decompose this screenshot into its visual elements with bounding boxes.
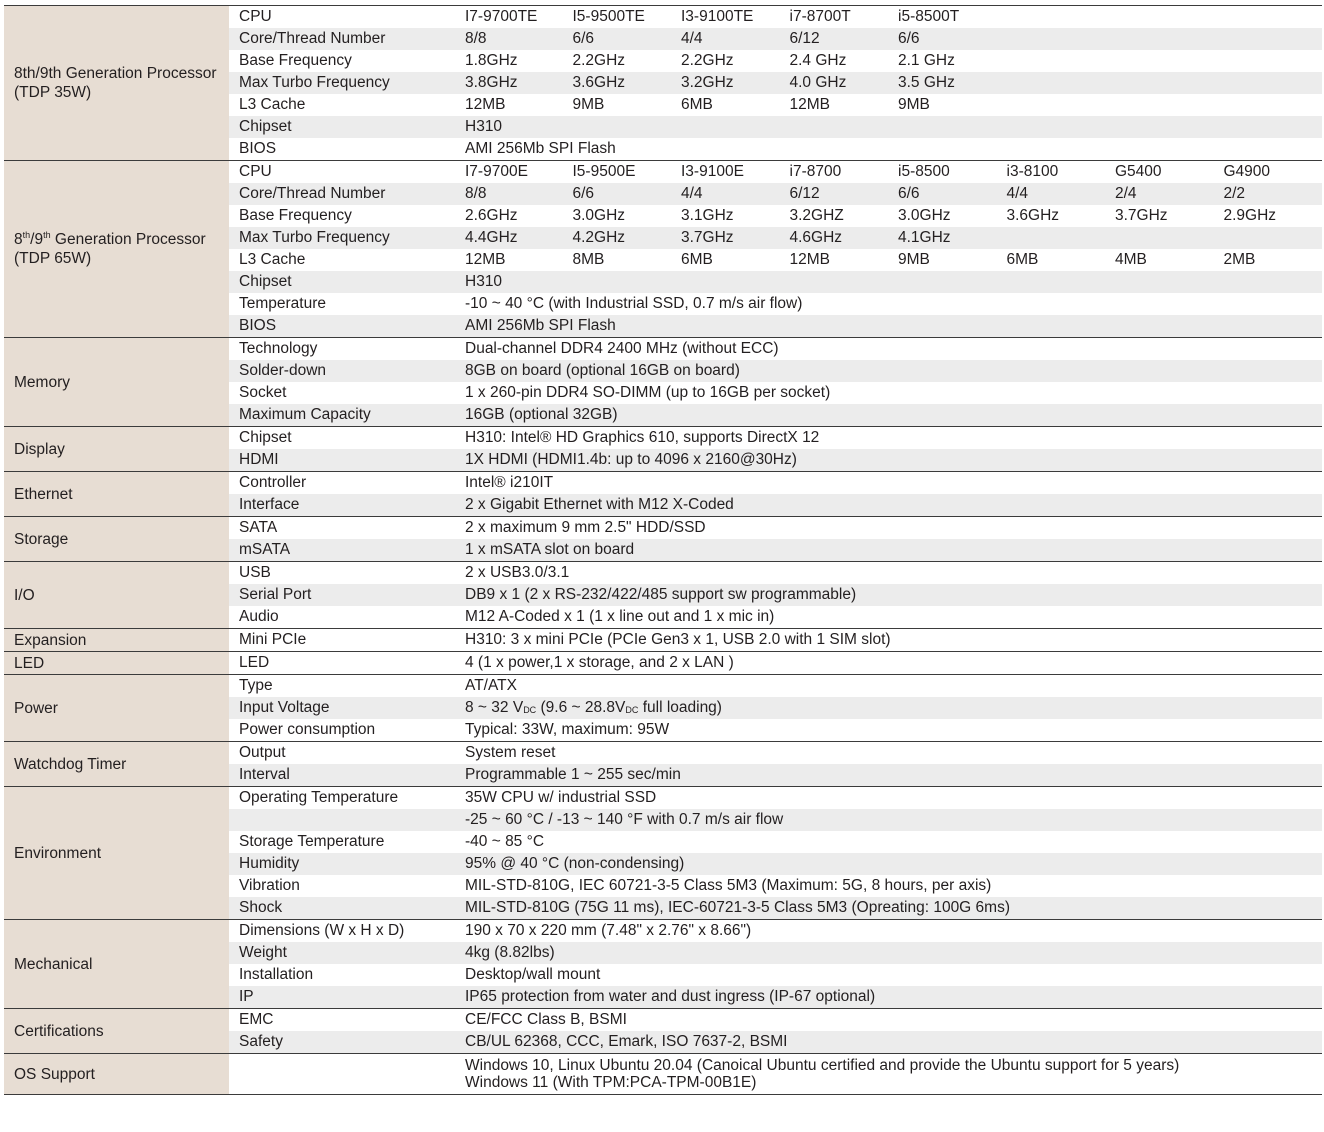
spec-label: Mini PCIe xyxy=(229,629,454,652)
spec-value: 3.2GHZ xyxy=(789,207,844,224)
spec-label: Technology xyxy=(229,338,454,361)
spec-label: Temperature xyxy=(239,295,327,312)
spec-value: I3-9100TE xyxy=(671,6,780,29)
spec-value: 2.2GHz xyxy=(572,52,626,69)
category-display: Display xyxy=(4,427,229,472)
spec-label: Chipset xyxy=(229,116,454,138)
spec-label xyxy=(229,1054,454,1095)
category-memory: Memory xyxy=(4,338,229,427)
spec-value: I7-9700E xyxy=(454,161,563,184)
spec-label: BIOS xyxy=(229,315,454,338)
spec-value: 3.1GHz xyxy=(681,207,734,224)
spec-label: Type xyxy=(229,675,454,698)
spec-value xyxy=(997,28,1106,50)
spec-value: 8/8 xyxy=(454,28,563,50)
spec-value: Typical: 33W, maximum: 95W xyxy=(454,719,1322,742)
spec-label: Interface xyxy=(229,494,454,517)
spec-label: Safety xyxy=(229,1031,454,1054)
spec-value: 3.0GHz xyxy=(898,207,951,224)
category-power: Power xyxy=(4,675,229,742)
spec-value: i5-8500 xyxy=(888,161,997,184)
spec-label: L3 Cache xyxy=(239,251,306,268)
spec-value: 9MB xyxy=(898,251,930,268)
spec-value xyxy=(1105,50,1214,72)
spec-value: 8/8 xyxy=(454,183,563,205)
spec-value xyxy=(1214,72,1323,94)
spec-row xyxy=(4,920,1322,943)
spec-value: 2/2 xyxy=(1214,183,1323,205)
spec-value: 3.2GHz xyxy=(671,72,780,94)
spec-label: Interval xyxy=(229,764,454,787)
spec-value xyxy=(1214,6,1323,29)
spec-value: Desktop/wall mount xyxy=(465,966,601,983)
spec-value xyxy=(1105,227,1214,249)
spec-value: 4 (1 x power,1 x storage, and 2 x LAN ) xyxy=(454,652,1322,675)
spec-row xyxy=(4,472,1322,495)
spec-label: Shock xyxy=(229,897,454,920)
spec-value: -40 ~ 85 °C xyxy=(465,833,545,850)
spec-label: Serial Port xyxy=(229,584,454,606)
spec-label: Power consumption xyxy=(229,719,454,742)
category-environment: Environment xyxy=(4,787,229,920)
spec-value: 3.7GHz xyxy=(1115,207,1168,224)
spec-value: i7-8700 xyxy=(780,161,889,184)
spec-table xyxy=(4,5,1322,1095)
spec-label xyxy=(229,809,454,831)
spec-label: Base Frequency xyxy=(239,52,352,69)
spec-label: Max Turbo Frequency xyxy=(229,227,454,249)
spec-value: 4/4 xyxy=(671,183,780,205)
spec-value: IP65 protection from water and dust ingress (IP-67 optional) xyxy=(454,986,1322,1009)
spec-value: 2MB xyxy=(1223,251,1256,268)
spec-value xyxy=(1105,94,1214,116)
spec-value: Programmable 1 ~ 255 sec/min xyxy=(454,764,1322,787)
spec-value: G5400 xyxy=(1105,161,1214,184)
spec-row xyxy=(4,427,1322,450)
spec-value: 8 ~ 32 $V_{DC}$ (9.6 ~ $28.8V_{DC}$ full loading) xyxy=(454,697,1322,719)
spec-value xyxy=(1105,72,1214,94)
spec-value: Intel® i210IT xyxy=(454,472,1322,495)
category-certifications: Certifications xyxy=(4,1009,229,1054)
spec-value: Windows 10, Linux Ubuntu 20.04 (Canoical Ubuntu certified and provide the Ubuntu support for 5 years) Windows 11 (With TPM:PCA-TPM-00B1E) xyxy=(454,1054,1322,1095)
spec-value: i3-8100 xyxy=(997,161,1106,184)
spec-value: CE/FCC Class B, BSMI xyxy=(454,1009,1322,1032)
spec-value: 9MB xyxy=(572,96,605,113)
spec-value: 12MB xyxy=(789,96,830,113)
spec-value: -25 ~ 60 °C / -13 ~ 140 °F with 0.7 m/s air flow xyxy=(454,809,1322,831)
spec-label: Chipset xyxy=(229,271,454,293)
spec-value: 2 x maximum 9 mm 2.5" HDD/SSD xyxy=(454,517,1322,540)
spec-value: 6/6 xyxy=(563,183,672,205)
spec-value: -10 ~ 40 °C (with Industrial SSD, 0.7 m/s air flow) xyxy=(465,295,803,312)
spec-value: 3.7GHz xyxy=(671,227,780,249)
spec-label: Controller xyxy=(229,472,454,495)
spec-value: 6MB xyxy=(681,251,713,268)
spec-value xyxy=(1105,6,1214,29)
category-ethernet: Ethernet xyxy=(4,472,229,517)
category-watchdog-timer: Watchdog Timer xyxy=(4,742,229,787)
spec-label: EMC xyxy=(229,1009,454,1032)
spec-label: Operating Temperature xyxy=(229,787,454,810)
spec-value xyxy=(1214,94,1323,116)
spec-value xyxy=(1214,50,1323,72)
spec-row xyxy=(4,517,1322,540)
spec-value: H310 xyxy=(454,116,1322,138)
spec-value xyxy=(1214,28,1323,50)
spec-value: 3.8GHz xyxy=(454,72,563,94)
spec-label: Core/Thread Number xyxy=(229,28,454,50)
category-expansion: Expansion xyxy=(4,629,229,652)
spec-value: MIL-STD-810G (75G 11 ms), IEC-60721-3-5 Class 5M3 (Opreating: 100G 6ms) xyxy=(454,897,1322,920)
spec-value: 95% @ 40 °C (non-condensing) xyxy=(454,853,1322,875)
spec-value: 8MB xyxy=(572,251,605,268)
spec-label: Chipset xyxy=(229,427,454,450)
spec-value xyxy=(997,72,1106,94)
spec-value: 4.1GHz xyxy=(888,227,997,249)
spec-row xyxy=(4,629,1322,652)
spec-value: 2.9GHz xyxy=(1223,207,1277,224)
spec-value xyxy=(1214,227,1323,249)
spec-value xyxy=(997,94,1106,116)
spec-value: 2/4 xyxy=(1105,183,1214,205)
spec-value: 8GB on board (optional 16GB on board) xyxy=(454,360,1322,382)
spec-value: 12MB xyxy=(465,251,506,268)
spec-value xyxy=(997,6,1106,29)
spec-row xyxy=(4,562,1322,585)
spec-label: Output xyxy=(229,742,454,765)
spec-label: L3 Cache xyxy=(239,96,306,113)
spec-value: I5-9500TE xyxy=(563,6,672,29)
spec-label: mSATA xyxy=(229,539,454,562)
spec-value: 35W CPU w/ industrial SSD xyxy=(454,787,1322,810)
spec-value: H310 xyxy=(454,271,1322,293)
spec-label: USB xyxy=(229,562,454,585)
spec-value: 12MB xyxy=(789,251,830,268)
spec-value: DB9 x 1 (2 x RS-232/422/485 support sw programmable) xyxy=(454,584,1322,606)
spec-label: BIOS xyxy=(229,138,454,161)
spec-row xyxy=(4,1054,1322,1095)
spec-value: 6/6 xyxy=(563,28,672,50)
spec-value: 9MB xyxy=(898,96,930,113)
category-mechanical: Mechanical xyxy=(4,920,229,1009)
spec-label: Humidity xyxy=(229,853,454,875)
spec-label: Base Frequency xyxy=(239,207,352,224)
spec-value: 3.0GHz xyxy=(572,207,626,224)
spec-value: 4.6GHz xyxy=(780,227,889,249)
spec-label: Dimensions (W x H x D) xyxy=(229,920,454,943)
spec-label: CPU xyxy=(229,161,454,184)
spec-value: 3.6GHz xyxy=(1006,207,1060,224)
spec-label: LED xyxy=(229,652,454,675)
spec-value xyxy=(997,227,1106,249)
spec-value: 1 x 260-pin DDR4 SO-DIMM (up to 16GB per socket) xyxy=(465,384,831,401)
spec-value: AMI 256Mb SPI Flash xyxy=(454,138,1322,161)
category-led: LED xyxy=(4,652,229,675)
spec-value: 4MB xyxy=(1115,251,1147,268)
spec-value: 2.1 GHz xyxy=(898,52,955,69)
spec-value: 2 x Gigabit Ethernet with M12 X-Coded xyxy=(454,494,1322,517)
spec-value: System reset xyxy=(454,742,1322,765)
category-8th-9th-generation-processor-tdp-65w: 8th/9th Generation Processor (TDP 65W) xyxy=(4,161,229,338)
spec-value: 2 x USB3.0/3.1 xyxy=(454,562,1322,585)
spec-value xyxy=(1105,28,1214,50)
spec-value: 3.5 GHz xyxy=(888,72,997,94)
spec-label: Vibration xyxy=(239,877,300,894)
spec-value: 1 x mSATA slot on board xyxy=(454,539,1322,562)
spec-value: 4.4GHz xyxy=(454,227,563,249)
spec-label: Solder-down xyxy=(229,360,454,382)
spec-value: 6/6 xyxy=(888,183,997,205)
spec-value: 1.8GHz xyxy=(465,52,518,69)
spec-value: 6MB xyxy=(681,96,713,113)
spec-value: CB/UL 62368, CCC, Emark, ISO 7637-2, BSMI xyxy=(454,1031,1322,1054)
spec-label: Maximum Capacity xyxy=(229,404,454,427)
spec-row xyxy=(4,161,1322,184)
spec-value: 2.4 GHz xyxy=(789,52,847,69)
spec-label: SATA xyxy=(229,517,454,540)
spec-value: 12MB xyxy=(465,96,506,113)
spec-value: AMI 256Mb SPI Flash xyxy=(454,315,1322,338)
spec-value: 4/4 xyxy=(997,183,1106,205)
spec-label: Socket xyxy=(239,384,287,401)
spec-value: i7-8700T xyxy=(780,6,889,29)
spec-value: 2.6GHz xyxy=(465,207,518,224)
spec-label: Installation xyxy=(239,966,314,983)
spec-label: Audio xyxy=(229,606,454,629)
spec-label: Input Voltage xyxy=(229,697,454,719)
spec-value: 2.2GHz xyxy=(681,52,734,69)
spec-value xyxy=(997,50,1106,72)
spec-label: Core/Thread Number xyxy=(229,183,454,205)
spec-row xyxy=(4,742,1322,765)
spec-value: 1X HDMI (HDMI1.4b: up to 4096 x 2160@30Hz) xyxy=(454,449,1322,472)
spec-row xyxy=(4,338,1322,361)
spec-row xyxy=(4,1009,1322,1032)
spec-value: I5-9500E xyxy=(563,161,672,184)
spec-value: 3.6GHz xyxy=(563,72,672,94)
spec-value: 6/12 xyxy=(780,28,889,50)
spec-value: AT/ATX xyxy=(454,675,1322,698)
spec-label: CPU xyxy=(229,6,454,29)
spec-value: H310: 3 x mini PCIe (PCIe Gen3 x 1, USB 2.0 with 1 SIM slot) xyxy=(454,629,1322,652)
category-i-o: I/O xyxy=(4,562,229,629)
spec-value: 4kg (8.82lbs) xyxy=(454,942,1322,964)
spec-row xyxy=(4,6,1322,29)
spec-label: HDMI xyxy=(229,449,454,472)
spec-value: 16GB (optional 32GB) xyxy=(454,404,1322,427)
spec-value: Dual-channel DDR4 2400 MHz (without ECC) xyxy=(454,338,1322,361)
spec-value: 4.2GHz xyxy=(563,227,672,249)
spec-value: i5-8500T xyxy=(888,6,997,29)
spec-label: Storage Temperature xyxy=(239,833,385,850)
spec-value: H310: Intel® HD Graphics 610, supports DirectX 12 xyxy=(454,427,1322,450)
spec-row xyxy=(4,787,1322,810)
category-storage: Storage xyxy=(4,517,229,562)
spec-value: 190 x 70 x 220 mm (7.48" x 2.76" x 8.66") xyxy=(454,920,1322,943)
spec-label: Max Turbo Frequency xyxy=(229,72,454,94)
spec-value: I7-9700TE xyxy=(454,6,563,29)
spec-value: I3-9100E xyxy=(671,161,780,184)
spec-value: M12 A-Coded x 1 (1 x line out and 1 x mic in) xyxy=(454,606,1322,629)
spec-label: Weight xyxy=(229,942,454,964)
spec-value: 6MB xyxy=(1006,251,1039,268)
spec-value: 6/12 xyxy=(780,183,889,205)
spec-row xyxy=(4,652,1322,675)
spec-label: IP xyxy=(229,986,454,1009)
spec-value: G4900 xyxy=(1214,161,1323,184)
spec-value: MIL-STD-810G, IEC 60721-3-5 Class 5M3 (Maximum: 5G, 8 hours, per axis) xyxy=(465,877,992,894)
category-8th-9th-generation-processor-tdp-35w: 8th/9th Generation Processor (TDP 35W) xyxy=(4,6,229,161)
spec-value: 4/4 xyxy=(671,28,780,50)
spec-row xyxy=(4,675,1322,698)
category-os-support: OS Support xyxy=(4,1054,229,1095)
spec-value: 4.0 GHz xyxy=(780,72,889,94)
spec-value: 6/6 xyxy=(888,28,997,50)
